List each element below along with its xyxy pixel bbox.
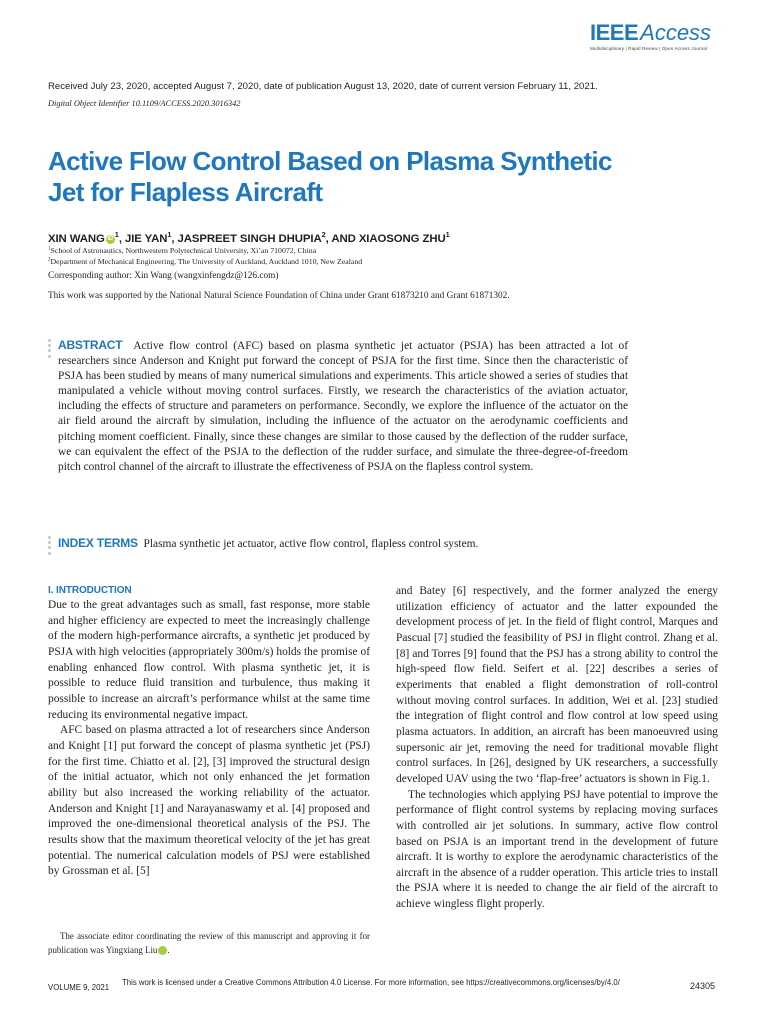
abstract: [58, 338, 628, 475]
paragraph: AFC based on plasma attracted a lot of researchers since Anderson and Knight [1] put forward the concept of plasma synthetic jet (PSJ) for the first time. Chiatto et al. [2], [3] improved the structural design of the initial actuator, which not only enhanced the jet formation ability but also increased the working reliability of the actuator. Anderson and Knight [1] and Narayanaswamy et al. [4] proposed and improved the one-dimensional theoretical analysis of the PSJ. The results show that the maximum theoretical velocity of the jet has great potential. The numerical calculation models of PSJ were established by Grossman et al. [5]: [48, 724, 370, 878]
author-affil-num: 1: [167, 230, 172, 240]
author-affil-num: 2: [321, 230, 326, 240]
corresponding-author: Corresponding author: Xin Wang (wangxinfengdz@126.com): [48, 271, 279, 281]
paragraph: Due to the great advantages such as small, fast response, more stable and higher efficiency are expected to meet the increasingly challenge of the modern high-performance aircrafts, a synthetic jet produced by PSJA with high velocities (appropriately 300m/s) holds the promise of enabling enhanced flow control. With plasma synthetic jet, it is possible to reduce fluid transition and turbulence, thus making it possible to increase an aircraft’s performance whilst at the same time reducing its environmental negative impact.: [48, 599, 370, 721]
author-name[interactable]: XIN WANG: [48, 233, 105, 245]
page-number: 24305: [690, 981, 716, 991]
affiliation-text: School of Astronautics, Northwestern Polytechnical University, Xi’an 710072, China: [50, 246, 317, 255]
author-separator: ,: [118, 233, 125, 245]
affiliation-num: 1: [48, 245, 51, 252]
author-name[interactable]: JASPREET SINGH DHUPIA: [177, 233, 322, 245]
author-separator: ,: [171, 233, 178, 245]
footnote-text: The associate editor coordinating the review of this manuscript and approving it for publication was Yingxiang Liu: [48, 931, 370, 955]
index-terms-text: Plasma synthetic jet actuator, active flow control, flapless control system.: [143, 538, 479, 550]
orcid-icon[interactable]: iD: [158, 946, 167, 955]
abstract-dots-icon: [48, 339, 52, 360]
affiliation-num: 2: [48, 256, 51, 263]
author-name[interactable]: JIE YAN: [124, 233, 168, 245]
author-separator: ,: [325, 233, 332, 245]
index-dots-icon: [48, 536, 52, 557]
received-dates: Received July 23, 2020, accepted August 7, 2020, date of publication August 13, 2020, date of current version February 11, 2021.: [48, 81, 598, 92]
paragraph: The technologies which applying PSJ have potential to improve the performance of flight control systems by replacing moving surfaces with controlled air jet solutions. In summary, active flow control based on PSJA is an important trend in the development of future aircraft. It is worthy to explore the aerodynamic characteristics of the aircraft in the absence of a rudder operation. This article tries to install the PSJA where it is needed to change the air field of the aircraft to achieve wingless flight properly.: [396, 788, 718, 911]
paragraph: and Batey [6] respectively, and the former analyzed the energy utilization efficiency of actuator and the latter expounded the development process of jet. In the field of flight control, Marques and Pascual [7] studied the feasibility of PSJ in flight control. Zhang et al. [8] and Torres [9] found that the PSJ has a strong ability to control the high-speed flow field. Seifert et al. [22] describes a series of experiments that enabled a flight demonstration of roll-control without moving control surfaces. In addition, Wei et al. [23] studied the integration of flight control and flow control at low speed using plasma actuators. In addition, an aircraft has been manoeuvred using supersonic air jet, removing the need for traditional movable flight control surfaces. In [26], designed by UK researchers, a successfully developed UAV using the two ‘flap-free’ actuators is shown in Fig.1.: [396, 585, 718, 785]
author-list: [48, 230, 450, 245]
author-and: AND: [331, 233, 359, 245]
author-name[interactable]: XIAOSONG ZHU: [358, 233, 446, 245]
footer-license[interactable]: This work is licensed under a Creative Commons Attribution 4.0 License. For more information, see https://creativecommons.org/licenses/by/4.0/: [122, 978, 620, 987]
affiliation-text: Department of Mechanical Engineering, The University of Auckland, Auckland 1010, New Zealand: [50, 257, 363, 266]
logo-tagline: Multidisciplinary | Rapid Review | Open Access Journal: [590, 46, 708, 51]
editor-footnote: The associate editor coordinating the review of this manuscript and approving it for publication was Yingxiang Liu iD.: [48, 931, 370, 955]
article-title: Active Flow Control Based on Plasma Synthetic Jet for Flapless Aircraft: [48, 146, 612, 207]
affiliation-1: [48, 246, 316, 255]
abstract-text: Active flow control (AFC) based on plasma synthetic jet actuator (PSJA) has been attracted a lot of researchers since Anderson and Knight put forward the concept of PSJA for the first time. Since then the characteristic of PSJA has been studied by means of many numerical simulations and experiments. This article showed a series of studies that manipulated a vehicle without moving control surfaces. Firstly, we research the characteristics of the aviation actuator, including the effects of structure and parameters on performance. Secondly, we explore the influence of the actuator on the air field around the aircraft by simulation, including the influence of the actuator on the aerodynamic coefficients and pitching moment coefficient. Finally, since these changes are similar to those caused by the deflection of the rudder surface, we can equivalent the effect of the PSJA to the deflection of the rudder surface, and simulate the three-degree-of-freedom pitch control channel of the aircraft to illustrate the effectiveness of PSJA on the flapless control system.: [58, 340, 629, 473]
author-affil-num: 1: [114, 230, 119, 240]
author-affil-num: 1: [445, 230, 450, 240]
footer-volume: VOLUME 9, 2021: [48, 983, 110, 992]
abstract-label: ABSTRACT: [58, 338, 123, 352]
index-terms-label: INDEX TERMS: [58, 536, 138, 550]
funding-statement: This work was supported by the National Natural Science Foundation of China under Grant 61873210 and Grant 61871302.: [48, 291, 510, 301]
affiliation-2: [48, 257, 362, 266]
section-heading: I. INTRODUCTION: [48, 585, 132, 596]
index-terms: [58, 536, 678, 550]
journal-logo: [590, 22, 720, 54]
body-column-right: [396, 584, 718, 913]
doi-identifier[interactable]: Digital Object Identifier 10.1109/ACCESS.2020.3016342: [48, 99, 241, 108]
logo-access: Access: [640, 20, 712, 45]
body-column-left: [48, 584, 370, 880]
logo-ieee: IEEE: [590, 20, 639, 45]
logo-wordmark: [590, 22, 720, 44]
orcid-icon[interactable]: iD: [107, 236, 114, 242]
